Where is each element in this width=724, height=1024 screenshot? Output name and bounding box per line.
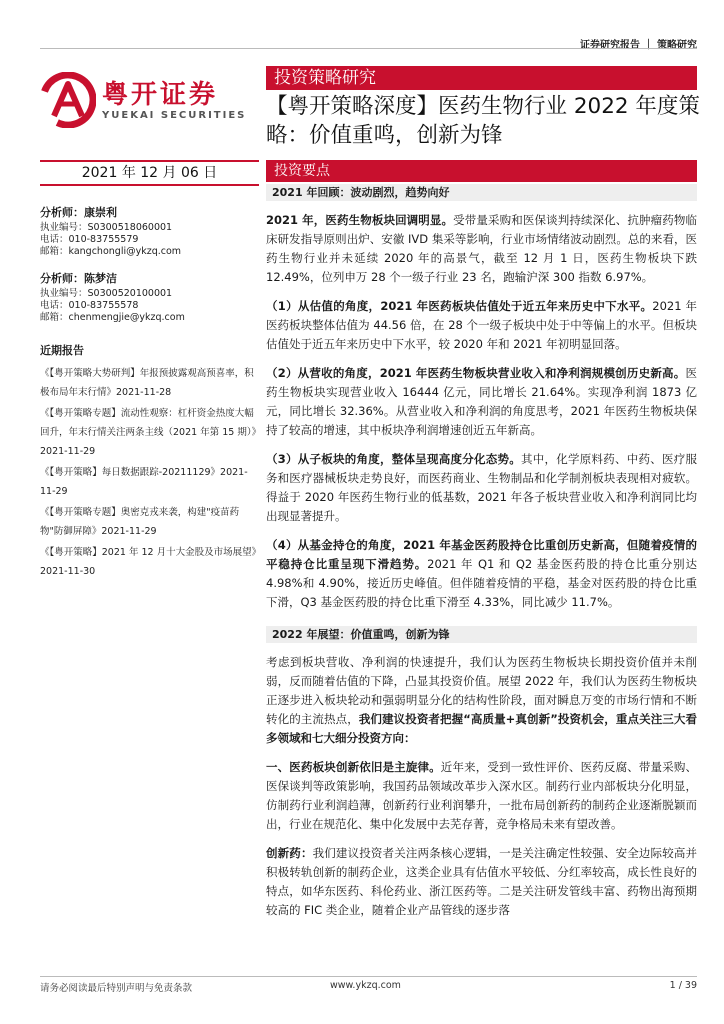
- report-date: 2021 年 12 月 06 日: [40, 160, 259, 186]
- logo-mark-icon: [40, 72, 96, 128]
- footer-divider: [40, 976, 697, 977]
- footer-website[interactable]: www.ykzq.com: [330, 980, 401, 991]
- section-title-bar: 投资要点: [266, 160, 697, 182]
- category-bar: 投资策略研究: [266, 66, 697, 90]
- recent-report-item[interactable]: 《【粤开策略大势研判】年报预披露观高预喜率，积极布局年末行情》2021-11-28: [40, 368, 254, 398]
- recent-report-item[interactable]: 《【粤开策略专题】奥密克戎来袭，构建"疫苗药物"防御屏障》2021-11-29: [40, 507, 240, 537]
- left-sidebar: [40, 204, 262, 583]
- analyst-email[interactable]: 邮箱：chenmengjie@ykzq.com: [40, 312, 185, 323]
- outlook-subheading: 2022 年展望：价值重鸣，创新为锋: [266, 626, 697, 643]
- review-subheading: 2021 年回顾：波动剧烈，趋势向好: [266, 184, 697, 201]
- paragraph-innovation: 一、医药板块创新依旧是主旋律。近年来，受到一致性评价、医药反腐、带量采购、医保谈判等政策影响，我国药品领域改革步入深水区。制药行业内部板块分化明显，仿制药行业利润趋薄，创新药行业利润攀升，一批布局创新药的制药企业逐渐脱颖而出，行业在规范化、集中化发展中去芜存菁，竞争格局未来有望改善。: [266, 760, 698, 831]
- paragraph-subsector: （3）从子板块的角度，整体呈现高度分化态势。其中，化学原料药、中药、医疗服务和医疗器械板块走势良好，而医药商业、生物制品和化学制剂板块表现相对疲软。得益于 2020 年医药生物行业的低基数，2021 年各子板块营业收入和净利润同比均出现显著提升。: [266, 452, 697, 523]
- analyst-email[interactable]: 邮箱：kangchongli@ykzq.com: [40, 246, 182, 257]
- paragraph-outlook: 考虑到板块营收、净利润的快速提升，我们认为医药生物板块长期投资价值并未削弱，反而随着估值的下降，凸显其投资价值。展望 2022 年，我们认为医药生物板块正逐步进入板块轮动和强弱明显分化的结构性阶段，面对瞬息万变的市场行情和不断转化的主流热点，我们建议投资者把握“高质量+真创新”投资机会，重点关注三大看多领域和七大细分投资方向：: [266, 655, 698, 745]
- analyst-card: [40, 204, 262, 258]
- logo-name-en: YUEKAI SECURITIES: [102, 110, 247, 121]
- report-type-header: 证券研究报告 ｜ 策略研究: [580, 40, 697, 51]
- paragraph-fund-holdings: （4）从基金持仓的角度，2021 年基金医药股持仓比重创历史新高，但随着疫情的平稳持仓比重呈现下滑趋势。2021 年 Q1 和 Q2 基金医药股的持仓比重分别达 4.98%和 4.90%，接近历史峰值。但伴随着疫情的平稳，基金对医药股的持仓比重下滑，Q3 基金医药股的持仓比重下滑至 4.33%，同比减少 11.7%。: [266, 538, 698, 609]
- logo-name-cn: 粤开证券: [102, 80, 219, 110]
- analyst-name: 分析师：陈梦洁: [40, 272, 117, 285]
- paragraph-innovative-drugs: 创新药：我们建议投资者关注两条核心逻辑，一是关注确定性较强、安全边际较高并积极转轨创新的制药企业，这类企业具有估值水平较低、分红率较高，成长性良好的特点，如华东医药、科伦药业、浙江医药等。二是关注研发管线丰富、药物出海预期较高的 FIC 类企业，随着企业产品管线的逐步落: [266, 846, 698, 917]
- analyst-license: 执业编号：S0300518060001: [40, 222, 173, 233]
- company-logo: [40, 72, 250, 132]
- analyst-card: [40, 270, 262, 324]
- footer-disclaimer: 请务必阅读最后特别声明与免责条款: [40, 983, 193, 994]
- paragraph-revenue: （2）从营收的角度，2021 年医药生物板块营业收入和净利润规模创历史新高。医药生物板块实现营业收入 16444 亿元，同比增长 21.64%。实现净利润 1873 亿元，同比增长 32.36%。从营业收入和净利润的角度思考，2021 年医药生物板块保持了较高的增速，其中板块净利润增速创近五年新高。: [266, 366, 697, 437]
- recent-report-item[interactable]: 《【粤开策略】2021 年 12 月十大金股及市场展望》2021-11-30: [40, 547, 262, 577]
- report-title: 【粤开策略深度】医药生物行业 2022 年度策略：价值重鸣，创新为锋: [266, 94, 700, 148]
- recent-reports-title: 近期报告: [40, 344, 84, 357]
- header-divider: [40, 48, 697, 49]
- paragraph-overview: 2021 年，医药生物板块回调明显。受带量采购和医保谈判持续深化、抗肿瘤药物临床研发指导原则出炉、安徽 IVD 集采等影响，行业市场情绪波动剧烈。总的来看，医药生物行业并未延续 2020 年的高景气，截至 12 月 1 日，医药生物板块下跌 12.49%，位列申万 28 个一级子行业 23 名，跑输沪深 300 指数 6.97%。: [266, 213, 697, 284]
- analyst-license: 执业编号：S0300520100001: [40, 288, 173, 299]
- paragraph-valuation: （1）从估值的角度，2021 年医药板块估值处于近五年来历史中下水平。2021 年医药板块整体估值为 44.56 倍，在 28 个一级子板块中处于中等偏上的水平。但板块估值处于近五年来历史中下水平，较 2020 年和 2021 年初明显回落。: [266, 299, 697, 351]
- recent-report-item[interactable]: 《【粤开策略专题】流动性观察：杠杆资金热度大幅回升，年末行情关注两条主线（2021 年第 15 期）》2021-11-29: [40, 408, 262, 457]
- analyst-name: 分析师：康崇利: [40, 206, 117, 219]
- analyst-phone: 电话：010-83755578: [40, 300, 139, 311]
- footer-page-number: 1 / 39: [669, 980, 697, 991]
- analyst-phone: 电话：010-83755579: [40, 234, 139, 245]
- recent-report-item[interactable]: 《【粤开策略】每日数据跟踪-20211129》2021-11-29: [40, 467, 248, 497]
- main-content: [266, 184, 697, 920]
